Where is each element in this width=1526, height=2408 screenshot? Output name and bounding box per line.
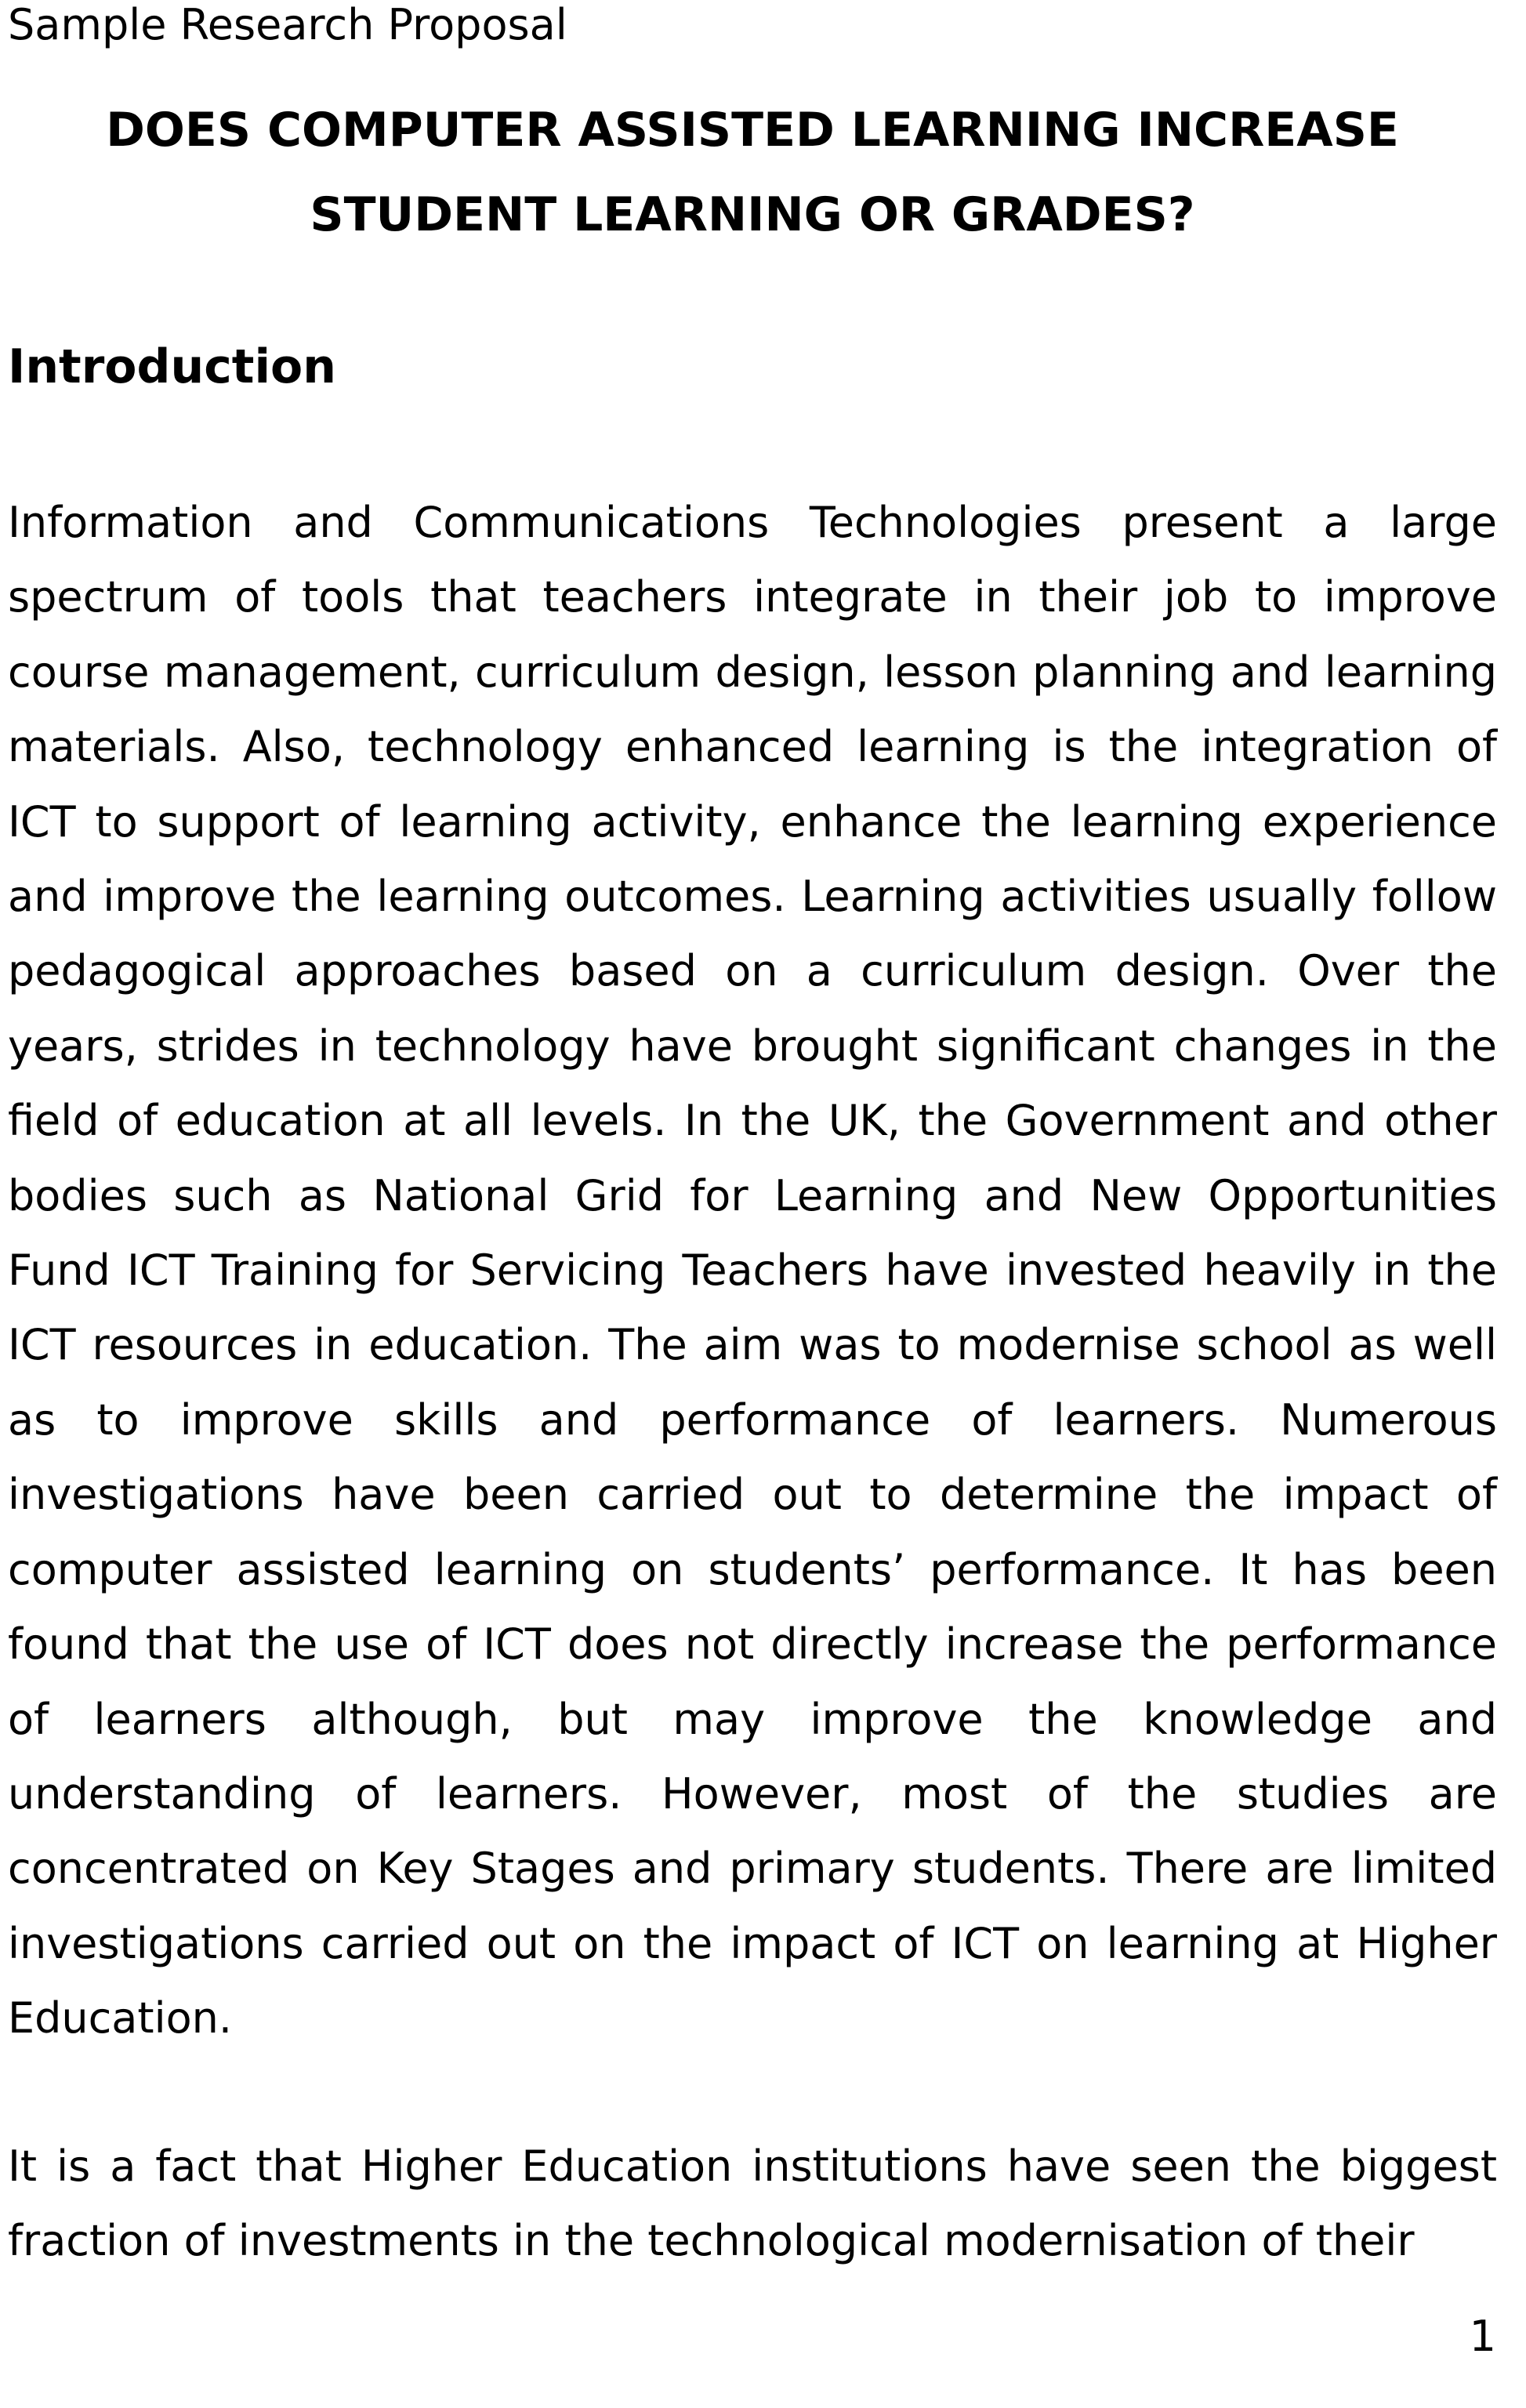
- introduction-paragraph-1: Information and Communications Technologies present a large spectrum of tools that teachers integrate in their job to improve course management, curriculum design, lesson planning and learning materials. Also, technology enhanced learning is the integration of ICT to support of learning activity, enhance the learning experience and improve the learning outcomes. Learning activities usually follow pedagogical approaches based on a curriculum design. Over the years, strides in technology have brought significant changes in the field of education at all levels. In the UK, the Government and other bodies such as National Grid for Learning and New Opportunities Fund ICT Training for Servicing Teachers have invested heavily in the ICT resources in education. The aim was to modernise school as well as to improve skills and performance of learners. Numerous investigations have been carried out to determine the impact of computer assisted learning on students’ performance. It has been found that the use of ICT does not directly increase the performance of learners although, but may improve the knowledge and understanding of learners. However, most of the studies are concentrated on Key Stages and primary students. There are limited investigations carried out on the impact of ICT on learning at Higher Education.: [8, 498, 1497, 2044]
- introduction-paragraph-2: It is a fact that Higher Education institutions have seen the biggest fraction of investments in the technological modernisation of their: [8, 2141, 1497, 2266]
- page-number: 1: [1469, 2312, 1496, 2361]
- document-title: DOES COMPUTER ASSISTED LEARNING INCREASE STUDENT LEARNING OR GRADES?: [106, 103, 1399, 242]
- document-label: Sample Research Proposal: [8, 0, 567, 49]
- section-heading-introduction: Introduction: [8, 339, 336, 394]
